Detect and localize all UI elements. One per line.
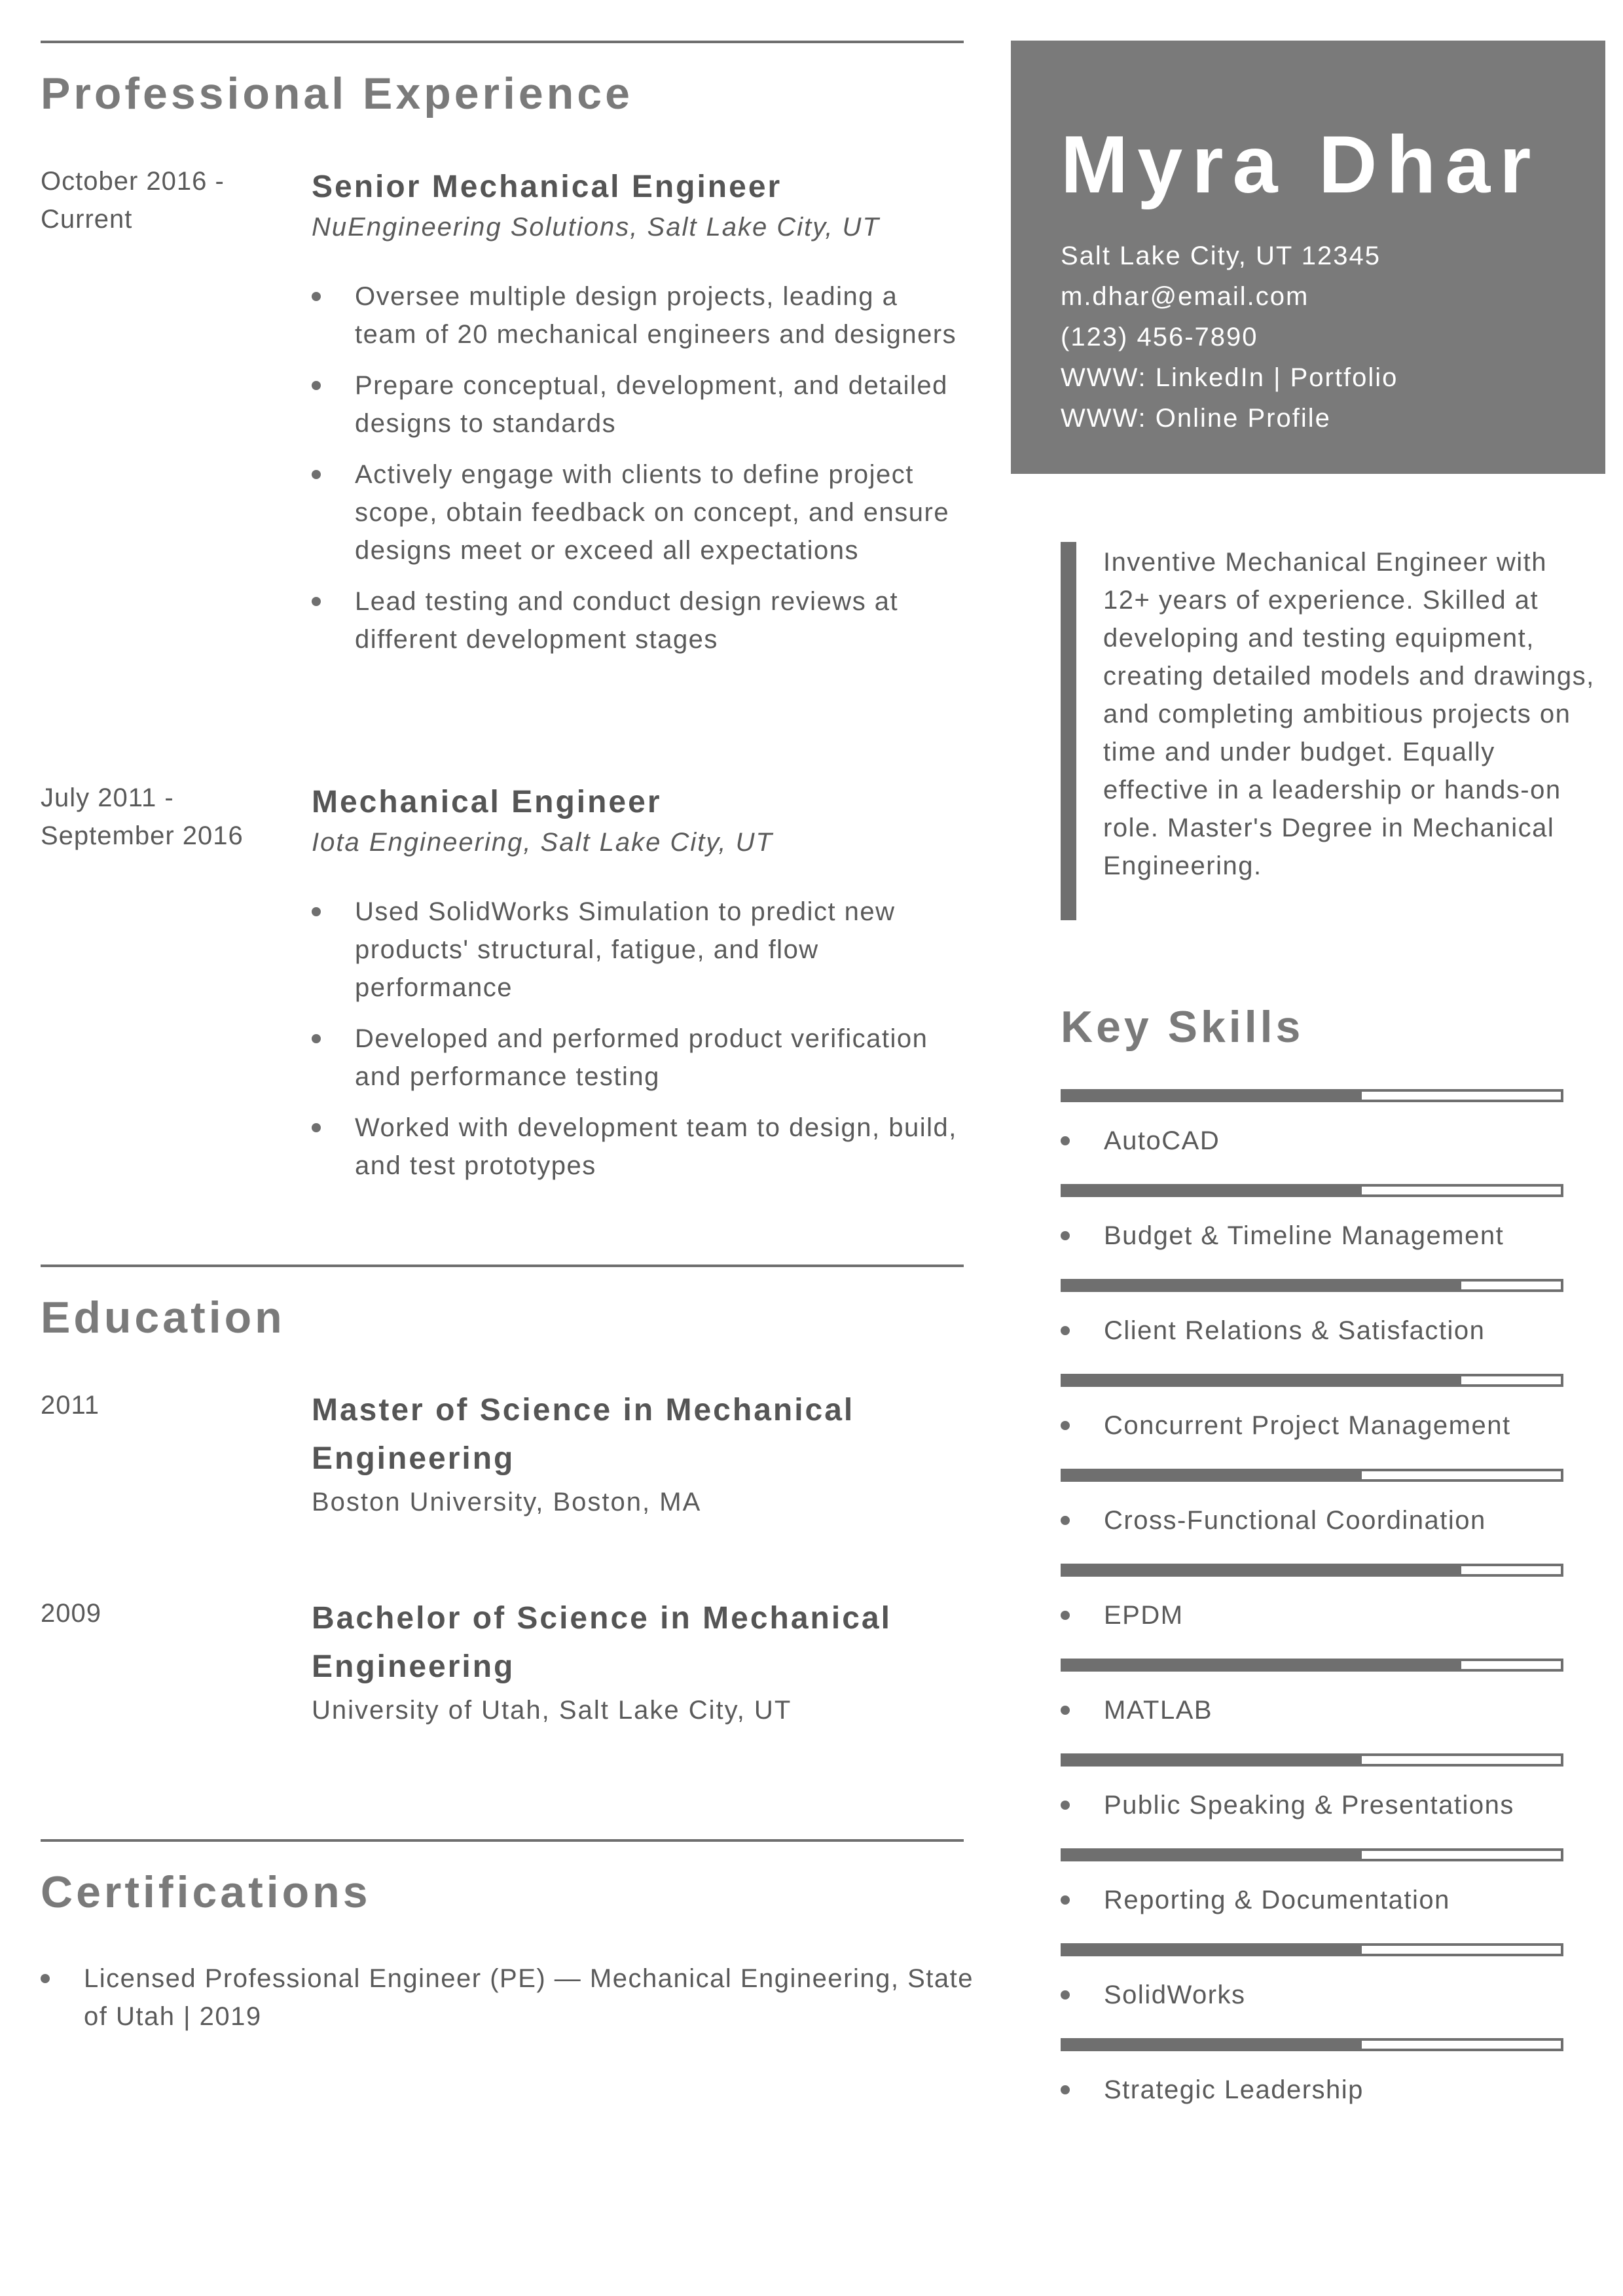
- bullet-icon: [1061, 1516, 1070, 1525]
- skill-level-fill: [1063, 2041, 1362, 2049]
- job-title: Senior Mechanical Engineer: [312, 170, 782, 204]
- bullet-icon: [312, 292, 321, 301]
- skill-label: AutoCAD: [1104, 1126, 1220, 1155]
- job-entry: [312, 166, 966, 672]
- list-item: Oversee multiple design projects, leading a team of 20 mechanical engineers and designers: [312, 278, 966, 353]
- job-title: Mechanical Engineer: [312, 785, 662, 819]
- summary-accent-bar: [1061, 542, 1076, 920]
- bullet-icon: [1061, 1421, 1070, 1430]
- skill-item: [1061, 1881, 1597, 1919]
- certifications-heading: Certifications: [41, 1867, 371, 1917]
- education-year: 2011: [41, 1391, 100, 1420]
- contact-links: WWW: LinkedIn | Portfolio: [1061, 363, 1398, 392]
- skill-label: Budget & Timeline Management: [1104, 1221, 1504, 1250]
- education-year: 2009: [41, 1599, 101, 1628]
- bullet-icon: [312, 907, 321, 916]
- bullet-icon: [1061, 1990, 1070, 2000]
- skill-level-bar: [1061, 1374, 1563, 1387]
- experience-rule: [41, 41, 964, 43]
- skill-level-bar: [1061, 1753, 1563, 1767]
- skill-level-fill: [1063, 1282, 1461, 1289]
- skill-label: Strategic Leadership: [1104, 2075, 1364, 2104]
- bullet-icon: [1061, 1611, 1070, 1620]
- bullet-icon: [312, 1034, 321, 1043]
- certifications-rule: [41, 1839, 964, 1842]
- skill-item: [1061, 1122, 1597, 1160]
- experience-heading: Professional Experience: [41, 69, 633, 118]
- skill-item: [1061, 1312, 1597, 1350]
- bullet-icon: [1061, 1136, 1070, 1145]
- skill-item: [1061, 1217, 1597, 1255]
- bullet-icon: [1061, 1706, 1070, 1715]
- job-organization: NuEngineering Solutions, Salt Lake City, UT: [312, 213, 880, 242]
- profile-summary: Inventive Mechanical Engineer with 12+ years of experience. Skilled at developing and testing equipment, creating detailed models and drawings, and completing ambitious projects on time and under budget. Equally effective in a leadership or hands-on role. Master's Degree in Mechanical Engineering.: [1103, 548, 1595, 880]
- skill-label: Public Speaking & Presentations: [1104, 1791, 1514, 1820]
- person-name: Myra Dhar: [1061, 120, 1541, 210]
- bullet-icon: [41, 1974, 50, 1983]
- job-dates: July 2011 - September 2016: [41, 783, 244, 850]
- certification-item: Licensed Professional Engineer (PE) — Mechanical Engineering, State of Utah | 2019: [41, 1960, 983, 2036]
- skill-item: [1061, 1501, 1597, 1539]
- degree-title: Bachelor of Science in Mechanical Engineering: [312, 1601, 892, 1684]
- skills-heading: Key Skills: [1061, 1002, 1304, 1052]
- school-name: Boston University, Boston, MA: [312, 1488, 702, 1516]
- bullet-icon: [1061, 1895, 1070, 1905]
- skill-level-bar: [1061, 1184, 1563, 1197]
- bullet-icon: [1061, 1326, 1070, 1335]
- contact-profile: WWW: Online Profile: [1061, 404, 1331, 433]
- skill-label: Concurrent Project Management: [1104, 1411, 1511, 1440]
- skill-level-fill: [1063, 1851, 1362, 1859]
- bullet-icon: [1061, 2085, 1070, 2094]
- skill-level-fill: [1063, 1756, 1362, 1764]
- skill-level-bar: [1061, 1943, 1563, 1956]
- skill-item: [1061, 1691, 1597, 1729]
- education-heading: Education: [41, 1293, 285, 1342]
- skill-item: [1061, 1786, 1597, 1824]
- job-dates: October 2016 - Current: [41, 167, 225, 234]
- education-entry: [312, 1386, 966, 1521]
- skill-label: EPDM: [1104, 1601, 1184, 1630]
- skill-level-fill: [1063, 1187, 1362, 1194]
- skill-level-bar: [1061, 1469, 1563, 1482]
- skill-label: MATLAB: [1104, 1696, 1213, 1725]
- job-entry: [312, 781, 966, 1198]
- skill-label: Client Relations & Satisfaction: [1104, 1316, 1486, 1345]
- name-header: [1011, 41, 1605, 474]
- skill-level-fill: [1063, 1376, 1461, 1384]
- skill-item: [1061, 1596, 1597, 1634]
- skill-level-fill: [1063, 1946, 1362, 1954]
- skill-level-bar: [1061, 1659, 1563, 1672]
- skill-label: SolidWorks: [1104, 1981, 1246, 2009]
- skill-level-bar: [1061, 1848, 1563, 1861]
- skill-level-bar: [1061, 1279, 1563, 1292]
- education-entry: [312, 1594, 966, 1729]
- skill-level-fill: [1063, 1566, 1461, 1574]
- contact-address: Salt Lake City, UT 12345: [1061, 242, 1381, 270]
- contact-info: [1061, 236, 1398, 439]
- job-organization: Iota Engineering, Salt Lake City, UT: [312, 828, 773, 857]
- bullet-icon: [1061, 1231, 1070, 1240]
- job-bullets: [312, 278, 966, 658]
- bullet-icon: [312, 597, 321, 606]
- school-name: University of Utah, Salt Lake City, UT: [312, 1696, 792, 1725]
- skill-level-bar: [1061, 1564, 1563, 1577]
- bullet-icon: [312, 381, 321, 390]
- list-item: Lead testing and conduct design reviews at different development stages: [312, 583, 966, 658]
- skill-level-fill: [1063, 1092, 1362, 1100]
- list-item: Worked with development team to design, build, and test prototypes: [312, 1109, 966, 1185]
- bullet-icon: [312, 470, 321, 479]
- bullet-icon: [312, 1123, 321, 1132]
- list-item: Actively engage with clients to define project scope, obtain feedback on concept, and ensure designs meet or exceed all expectations: [312, 456, 966, 569]
- skill-level-bar: [1061, 1089, 1563, 1102]
- education-rule: [41, 1265, 964, 1267]
- job-bullets: [312, 893, 966, 1185]
- contact-phone: (123) 456-7890: [1061, 323, 1258, 351]
- skill-level-fill: [1063, 1471, 1362, 1479]
- skill-label: Reporting & Documentation: [1104, 1886, 1450, 1914]
- skill-level-bar: [1061, 2038, 1563, 2051]
- skill-level-fill: [1063, 1661, 1461, 1669]
- list-item: Prepare conceptual, development, and detailed designs to standards: [312, 367, 966, 442]
- skill-item: [1061, 1407, 1597, 1444]
- skill-item: [1061, 1976, 1597, 2014]
- degree-title: Master of Science in Mechanical Engineering: [312, 1393, 855, 1476]
- skill-label: Cross-Functional Coordination: [1104, 1506, 1486, 1535]
- contact-email: m.dhar@email.com: [1061, 282, 1309, 311]
- bullet-icon: [1061, 1801, 1070, 1810]
- list-item: Used SolidWorks Simulation to predict new products' structural, fatigue, and flow performance: [312, 893, 966, 1007]
- list-item: Developed and performed product verification and performance testing: [312, 1020, 966, 1096]
- skill-item: [1061, 2071, 1597, 2109]
